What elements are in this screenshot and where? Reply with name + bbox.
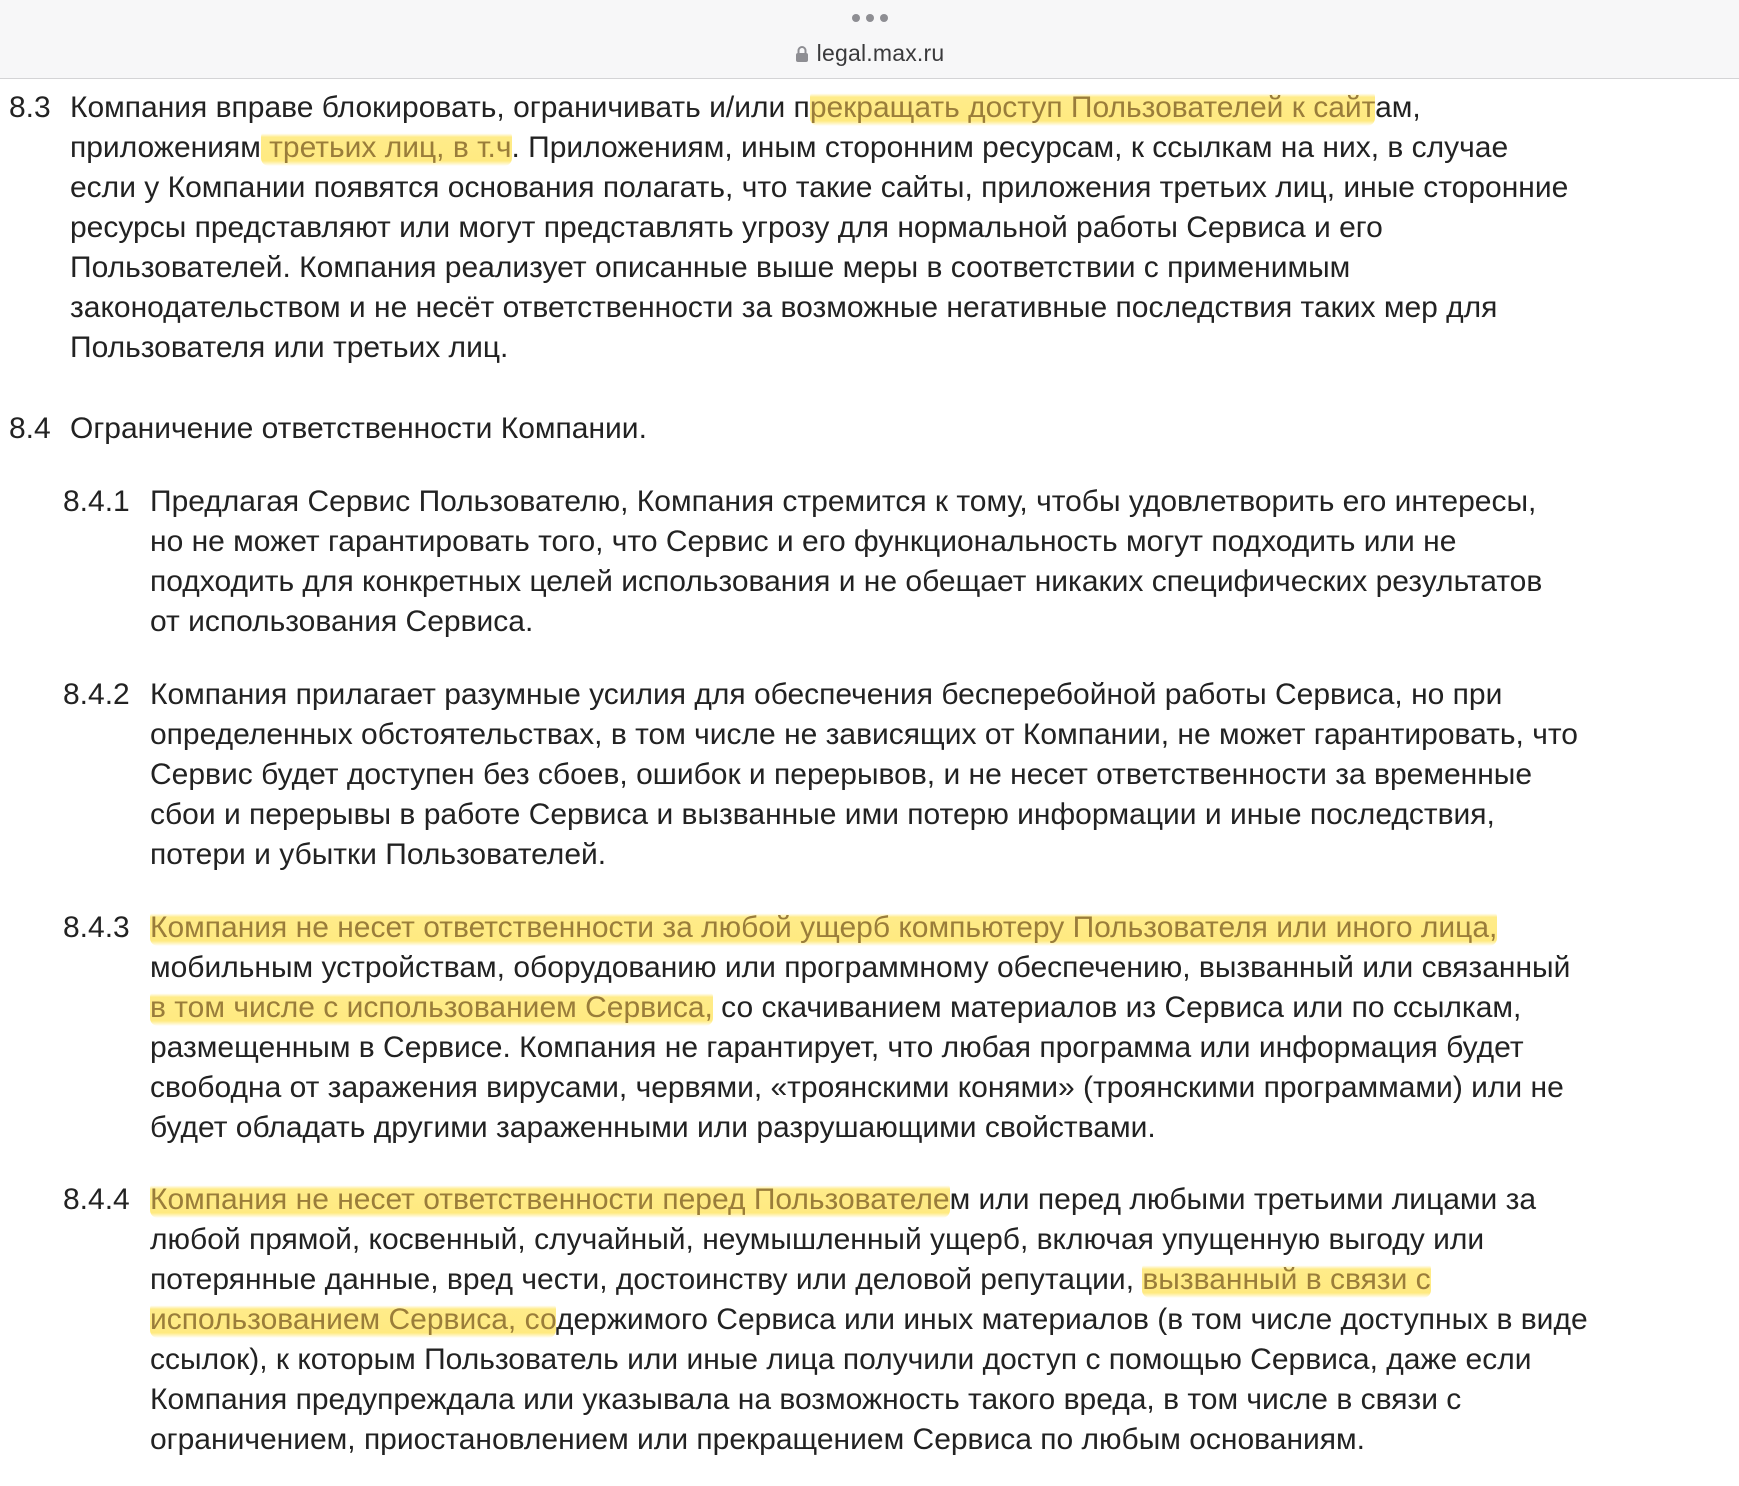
highlight: использованием Сервиса, со xyxy=(150,1303,556,1336)
text-line: свободна от заражения вирусами, червями, «троянскими конями» (троянскими программами) или не xyxy=(150,1071,1564,1104)
text-line: Компания прилагает разумные усилия для обеспечения бесперебойной работы Сервиса, но при xyxy=(150,678,1503,711)
clause-number: 8.4.2 xyxy=(63,678,130,711)
text-line: использованием Сервиса, содержимого Сервиса или иных материалов (в том числе доступных в виде xyxy=(150,1303,1588,1336)
text-line: Пользователей. Компания реализует описанные выше меры в соответствии с применимым xyxy=(70,251,1351,284)
text-line: законодательством и не несёт ответственности за возможные негативные последствия таких мер для xyxy=(70,291,1498,324)
clause-number: 8.4.3 xyxy=(63,911,130,944)
highlight: Компания не несет ответственности за любой ущерб компьютеру Пользователя или иного лица, xyxy=(150,911,1498,944)
url-field[interactable] xyxy=(0,40,1739,67)
url-text: legal.max.ru xyxy=(816,40,945,66)
text-line: потерянные данные, вред чести, достоинству или деловой репутации, вызванный в связи с xyxy=(150,1263,1431,1296)
text-line: если у Компании появятся основания полагать, что такие сайты, приложения третьих лиц, иные сторонние xyxy=(70,171,1569,204)
legal-document xyxy=(0,79,1739,1486)
text-line: ограничением, приостановлением или прекращением Сервиса по любым основаниям. xyxy=(150,1423,1365,1456)
browser-address-bar xyxy=(0,0,1739,79)
text-line: в том числе с использованием Сервиса, со скачиванием материалов из Сервиса или по ссылкам, xyxy=(150,991,1522,1024)
clause-number: 8.4.4 xyxy=(63,1183,130,1216)
text-line: от использования Сервиса. xyxy=(150,605,534,638)
highlight: третьих лиц, в т.ч xyxy=(260,131,512,164)
clause-text xyxy=(150,1180,1588,1460)
text-line xyxy=(150,908,1570,948)
clause-text xyxy=(150,482,1542,642)
text-line: потери и убытки Пользователей. xyxy=(150,838,607,871)
text-line: любой прямой, косвенный, случайный, неумышленный ущерб, включая упущенную выгоду или xyxy=(150,1223,1485,1256)
text-line: подходить для конкретных целей использования и не обещает никаких специфических результатов xyxy=(150,565,1543,598)
text-line: приложениям третьих лиц, в т.ч. Приложениям, иным сторонним ресурсам, к ссылкам на них, в случае xyxy=(70,131,1509,164)
text-line: Компания предупреждала или указывала на возможность такого вреда, в том числе в связи с xyxy=(150,1383,1462,1416)
text-line: Предлагая Сервис Пользователю, Компания стремится к тому, чтобы удовлетворить его интересы, xyxy=(150,485,1537,518)
clause-text xyxy=(150,908,1570,1148)
text-line: сбои и перерывы в работе Сервиса и вызванные ими потерю информации и иные последствия, xyxy=(150,798,1495,831)
clause-text xyxy=(70,88,1568,368)
text-line: мобильным устройствам, оборудованию или программному обеспечению, вызванный или связанный xyxy=(150,951,1571,984)
clause-text xyxy=(150,675,1578,875)
text-line: Компания вправе блокировать, ограничивать и/или прекращать доступ Пользователей к сайтам, xyxy=(70,91,1421,124)
text-line: ссылок), к которым Пользователь или иные лица получили доступ с помощью Сервиса, даже если xyxy=(150,1343,1532,1376)
text-line: определенных обстоятельствах, в том числе не зависящих от Компании, не может гарантировать, что xyxy=(150,718,1578,751)
text-line: ресурсы представляют или могут представлять угрозу для нормальной работы Сервиса и его xyxy=(70,211,1383,244)
highlight: вызванный в связи с xyxy=(1142,1263,1431,1296)
highlight: рекращать доступ Пользователей к сайт xyxy=(809,91,1376,124)
clause-number: 8.3 xyxy=(9,91,51,124)
text-line: Сервис будет доступен без сбоев, ошибок и перерывов, и не несет ответственности за временные xyxy=(150,758,1533,791)
text-line: Компания не несет ответственности перед Пользователем или перед любыми третьими лицами за xyxy=(150,1183,1537,1216)
text-line: размещенным в Сервисе. Компания не гарантирует, что любая программа или информация будет xyxy=(150,1031,1524,1064)
text-line: Ограничение ответственности Компании. xyxy=(70,412,647,445)
clause-number: 8.4 xyxy=(9,412,51,445)
text-line: но не может гарантировать того, что Сервис и его функциональность могут подходить или не xyxy=(150,525,1457,558)
lock-icon xyxy=(795,45,809,63)
highlight: Компания не несет ответственности перед Пользователе xyxy=(150,1183,950,1216)
clause-text xyxy=(70,409,647,449)
clause-number: 8.4.1 xyxy=(63,485,130,518)
text-line: будет обладать другими зараженными или разрушающими свойствами. xyxy=(150,1111,1156,1144)
highlight: в том числе с использованием Сервиса, xyxy=(150,991,713,1024)
text-line: Пользователя или третьих лиц. xyxy=(70,331,509,364)
more-dots-icon[interactable] xyxy=(852,14,888,22)
